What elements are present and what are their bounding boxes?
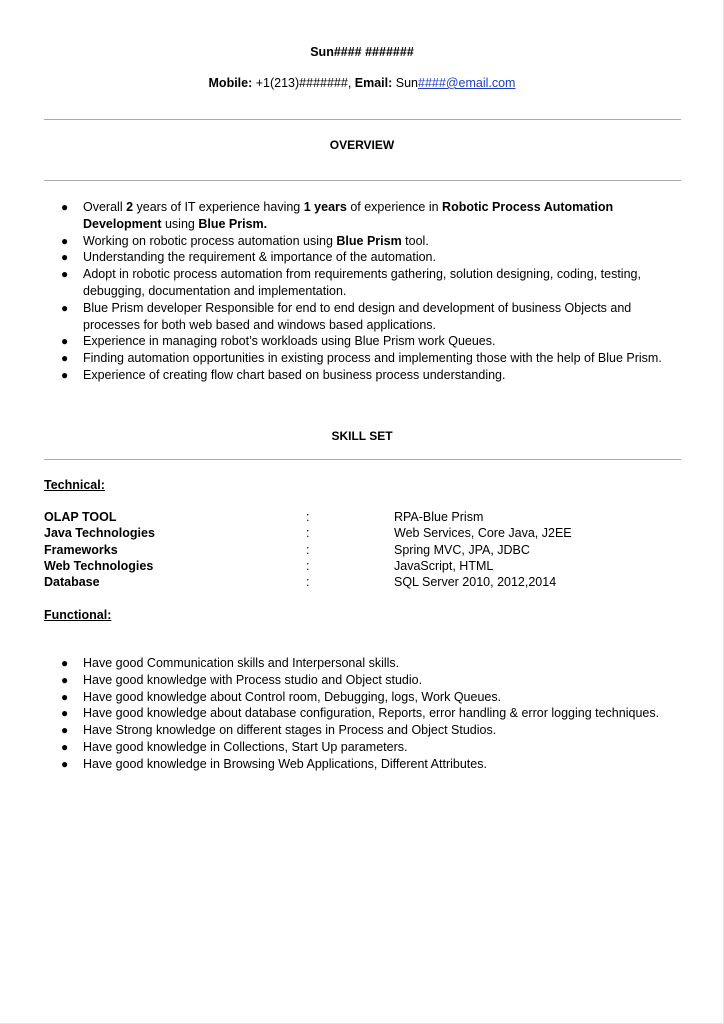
mobile-label: Mobile: [208,76,253,90]
divider [44,459,681,460]
bullet-icon: ● [61,250,69,265]
list-item: ● Have good knowledge in Collections, Start Up parameters. [61,739,408,754]
bullet-icon: ● [61,756,69,771]
list-item: ● Experience of creating flow chart based on business process understanding. [61,367,506,382]
divider [44,119,681,120]
skill-value: Web Services, Core Java, J2EE [394,526,572,541]
bullet-icon: ● [61,706,69,721]
skillset-title: SKILL SET [331,429,393,443]
bullet-icon: ● [61,367,69,382]
bullet-icon: ● [61,656,69,670]
list-item: ● Overall 2 years of IT experience having 1 years of experience in Robotic Process Automation Development using Blue Prism. [61,200,614,231]
bullet-icon: ● [61,200,69,214]
list-item: ● Understanding the requirement & importance of the automation. [61,250,436,265]
bullet-icon: ● [61,723,69,738]
list-item: ● Adopt in robotic process automation from requirements gathering, solution designing, coding, testing, debugging, documentation and implementation. [61,267,641,298]
bullet-icon: ● [61,351,69,366]
table-row [44,574,674,590]
contact-line [0,76,724,90]
list-item: ● Experience in managing robot’s workloads using Blue Prism work Queues. [61,334,496,349]
skill-key: OLAP TOOL [44,510,117,524]
skill-key: Frameworks [44,542,118,557]
list-item: ● Have Strong knowledge on different stages in Process and Object Studios. [61,723,497,738]
technical-heading: Technical: [44,478,105,492]
candidate-name: Sun#### ####### [310,45,414,59]
skill-key: Web Technologies [44,558,154,573]
bullet-icon: ● [61,267,69,282]
table-row [44,525,674,541]
skill-value: Spring MVC, JPA, JDBC [394,542,530,557]
email-prefix: Sun [392,76,419,90]
list-item: ● Have good Communication skills and Interpersonal skills. [61,656,400,670]
divider [44,180,681,181]
list-item: ● Blue Prism developer Responsible for end to end design and development of business Objects and processes for both web based and windows based applications. [61,300,632,332]
skill-separator: : [306,542,310,557]
technical-skills-table [44,509,674,590]
skill-separator: : [306,575,310,590]
overview-list [61,199,676,384]
mobile-value: +1(213)#######, [252,76,355,90]
bullet-icon: ● [61,672,69,687]
bullet-icon: ● [61,739,69,754]
table-row [44,542,674,558]
bullet-icon: ● [61,334,69,349]
skill-key: Database [44,575,100,590]
functional-list [61,655,676,773]
skill-key: Java Technologies [44,526,155,541]
bullet-icon: ● [61,300,69,315]
skill-value: JavaScript, HTML [394,558,494,573]
email-label: Email: [354,76,393,90]
email-link[interactable]: ####@email.com [418,76,516,90]
list-item: ● Have good knowledge about Control room, Debugging, logs, Work Queues. [61,689,502,704]
skill-value: SQL Server 2010, 2012,2014 [394,575,557,590]
table-row [44,558,674,574]
table-row [44,509,674,525]
list-item: ● Finding automation opportunities in existing process and implementing those with the help of Blue Prism. [61,351,662,366]
skill-separator: : [306,510,310,524]
bullet-icon: ● [61,689,69,704]
list-item: ● Have good knowledge in Browsing Web Applications, Different Attributes. [61,756,487,771]
functional-heading: Functional: [44,608,112,622]
skill-separator: : [306,558,310,573]
list-item: ● Working on robotic process automation using Blue Prism tool. [61,233,429,248]
list-item: ● Have good knowledge with Process studio and Object studio. [61,672,423,687]
skill-separator: : [306,526,310,541]
list-item: ● Have good knowledge about database configuration, Reports, error handling & error logging techniques. [61,706,660,721]
bullet-icon: ● [61,233,69,248]
skill-value: RPA-Blue Prism [394,510,484,524]
overview-title: OVERVIEW [329,138,395,152]
